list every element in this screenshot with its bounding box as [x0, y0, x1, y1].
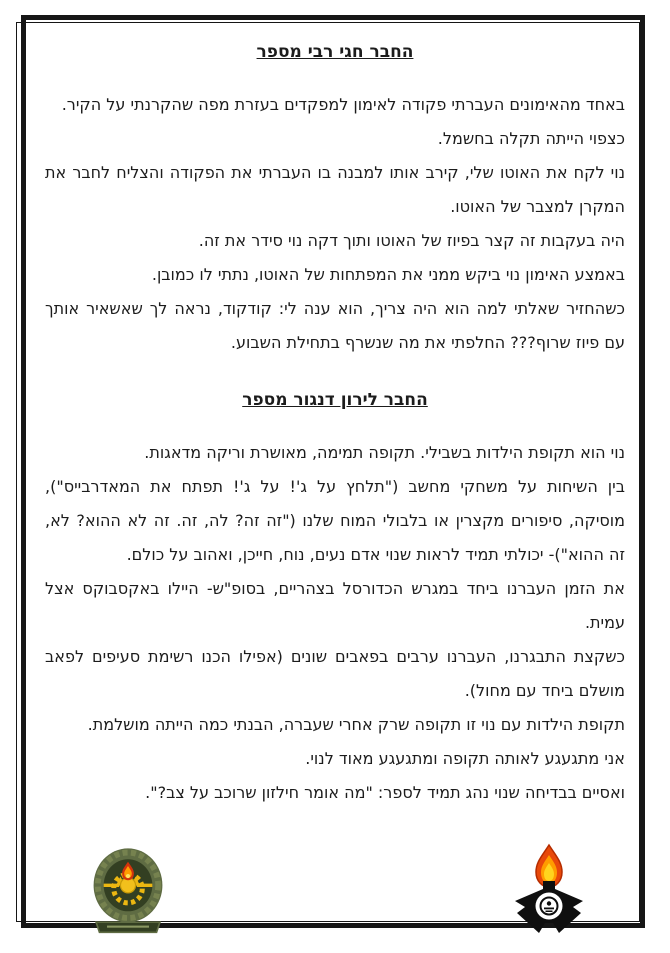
memorial-flame-emblem-icon: [498, 843, 600, 940]
section-title: החבר חגי רבי מספר: [256, 42, 414, 62]
paragraph: כשקצת התבגרנו, העברנו ערבים בפאבים שונים (אפילו הכנו רשימת סעיפים לפאב מושלם ביחד עם מחול).: [45, 647, 625, 700]
document-content: [45, 35, 625, 810]
paragraph: את הזמן העברנו ביחד במגרש הכדורסל בצהריים, בסופ"ש- היילו באקסבוקס אצל עמית.: [45, 579, 625, 632]
section-liron-dangur: [45, 383, 625, 810]
section-title: החבר לירון דנגור מספר: [242, 390, 428, 410]
paragraph: באמצע האימון נוי ביקש ממני את המפתחות של האוטו, נתתי לו כמובן.: [151, 265, 625, 284]
section-hagai-rabi: [45, 35, 625, 360]
technology-maintenance-corps-emblem-icon: [86, 845, 170, 939]
paragraph: תקופת הילדות עם נוי זו תקופה שרק אחרי שעברה, הבנתי כמה הייתה מושלמת.: [87, 715, 625, 734]
paragraph: כשהחזיר שאלתי למה הוא היה צריך, הוא ענה לי: קודקוד, נראה לך שאשאיר אותך עם פיוז שרוף??? החלפתי את מה שנשרף בתחילת השבוע.: [45, 299, 625, 352]
paragraph: כצפוי הייתה תקלה בחשמל.: [437, 129, 625, 148]
paragraph: ואסיים בבדיחה שנוי נהג תמיד לספר: "מה אומר חילזון שרוכב על צב?".: [145, 783, 625, 802]
paragraph: אני מתגעגע לאותה תקופה ומתגעגע מאוד לנוי.: [305, 749, 625, 768]
paragraph: נוי הוא תקופת הילדות בשבילי. תקופה תמימה, מאושרת וריקה מדאגות.: [144, 443, 625, 462]
paragraph: בין השיחות על משחקי מחשב ("תלחץ על ג'! על ג'! תפתח את המאדרבייס"), מוסיקה, סיפורים מקצרין או בלבולי המוח שלנו ("זה זה? לה, זה. זה לא ההוא? לא, זה ההוא")- יכולתי תמיד לראות שנוי אדם נעים, נוח, חייכן, ואהוב על כולם.: [45, 477, 625, 564]
paragraph: נוי לקח את האוטו שלי, קירב אותו למבנה בו העברתי את הפקודה והצליח לחבר את המקרן למצבר של האוטו.: [45, 163, 625, 216]
paragraph: היה בעקבות זה קצר בפיוז של האוטו ותוך דקה נוי סידר את זה.: [198, 231, 625, 250]
paragraph: באחד מהאימונים העברתי פקודה לאימון למפקדים בעזרת מפה שהקרנתי על הקיר.: [61, 95, 625, 114]
